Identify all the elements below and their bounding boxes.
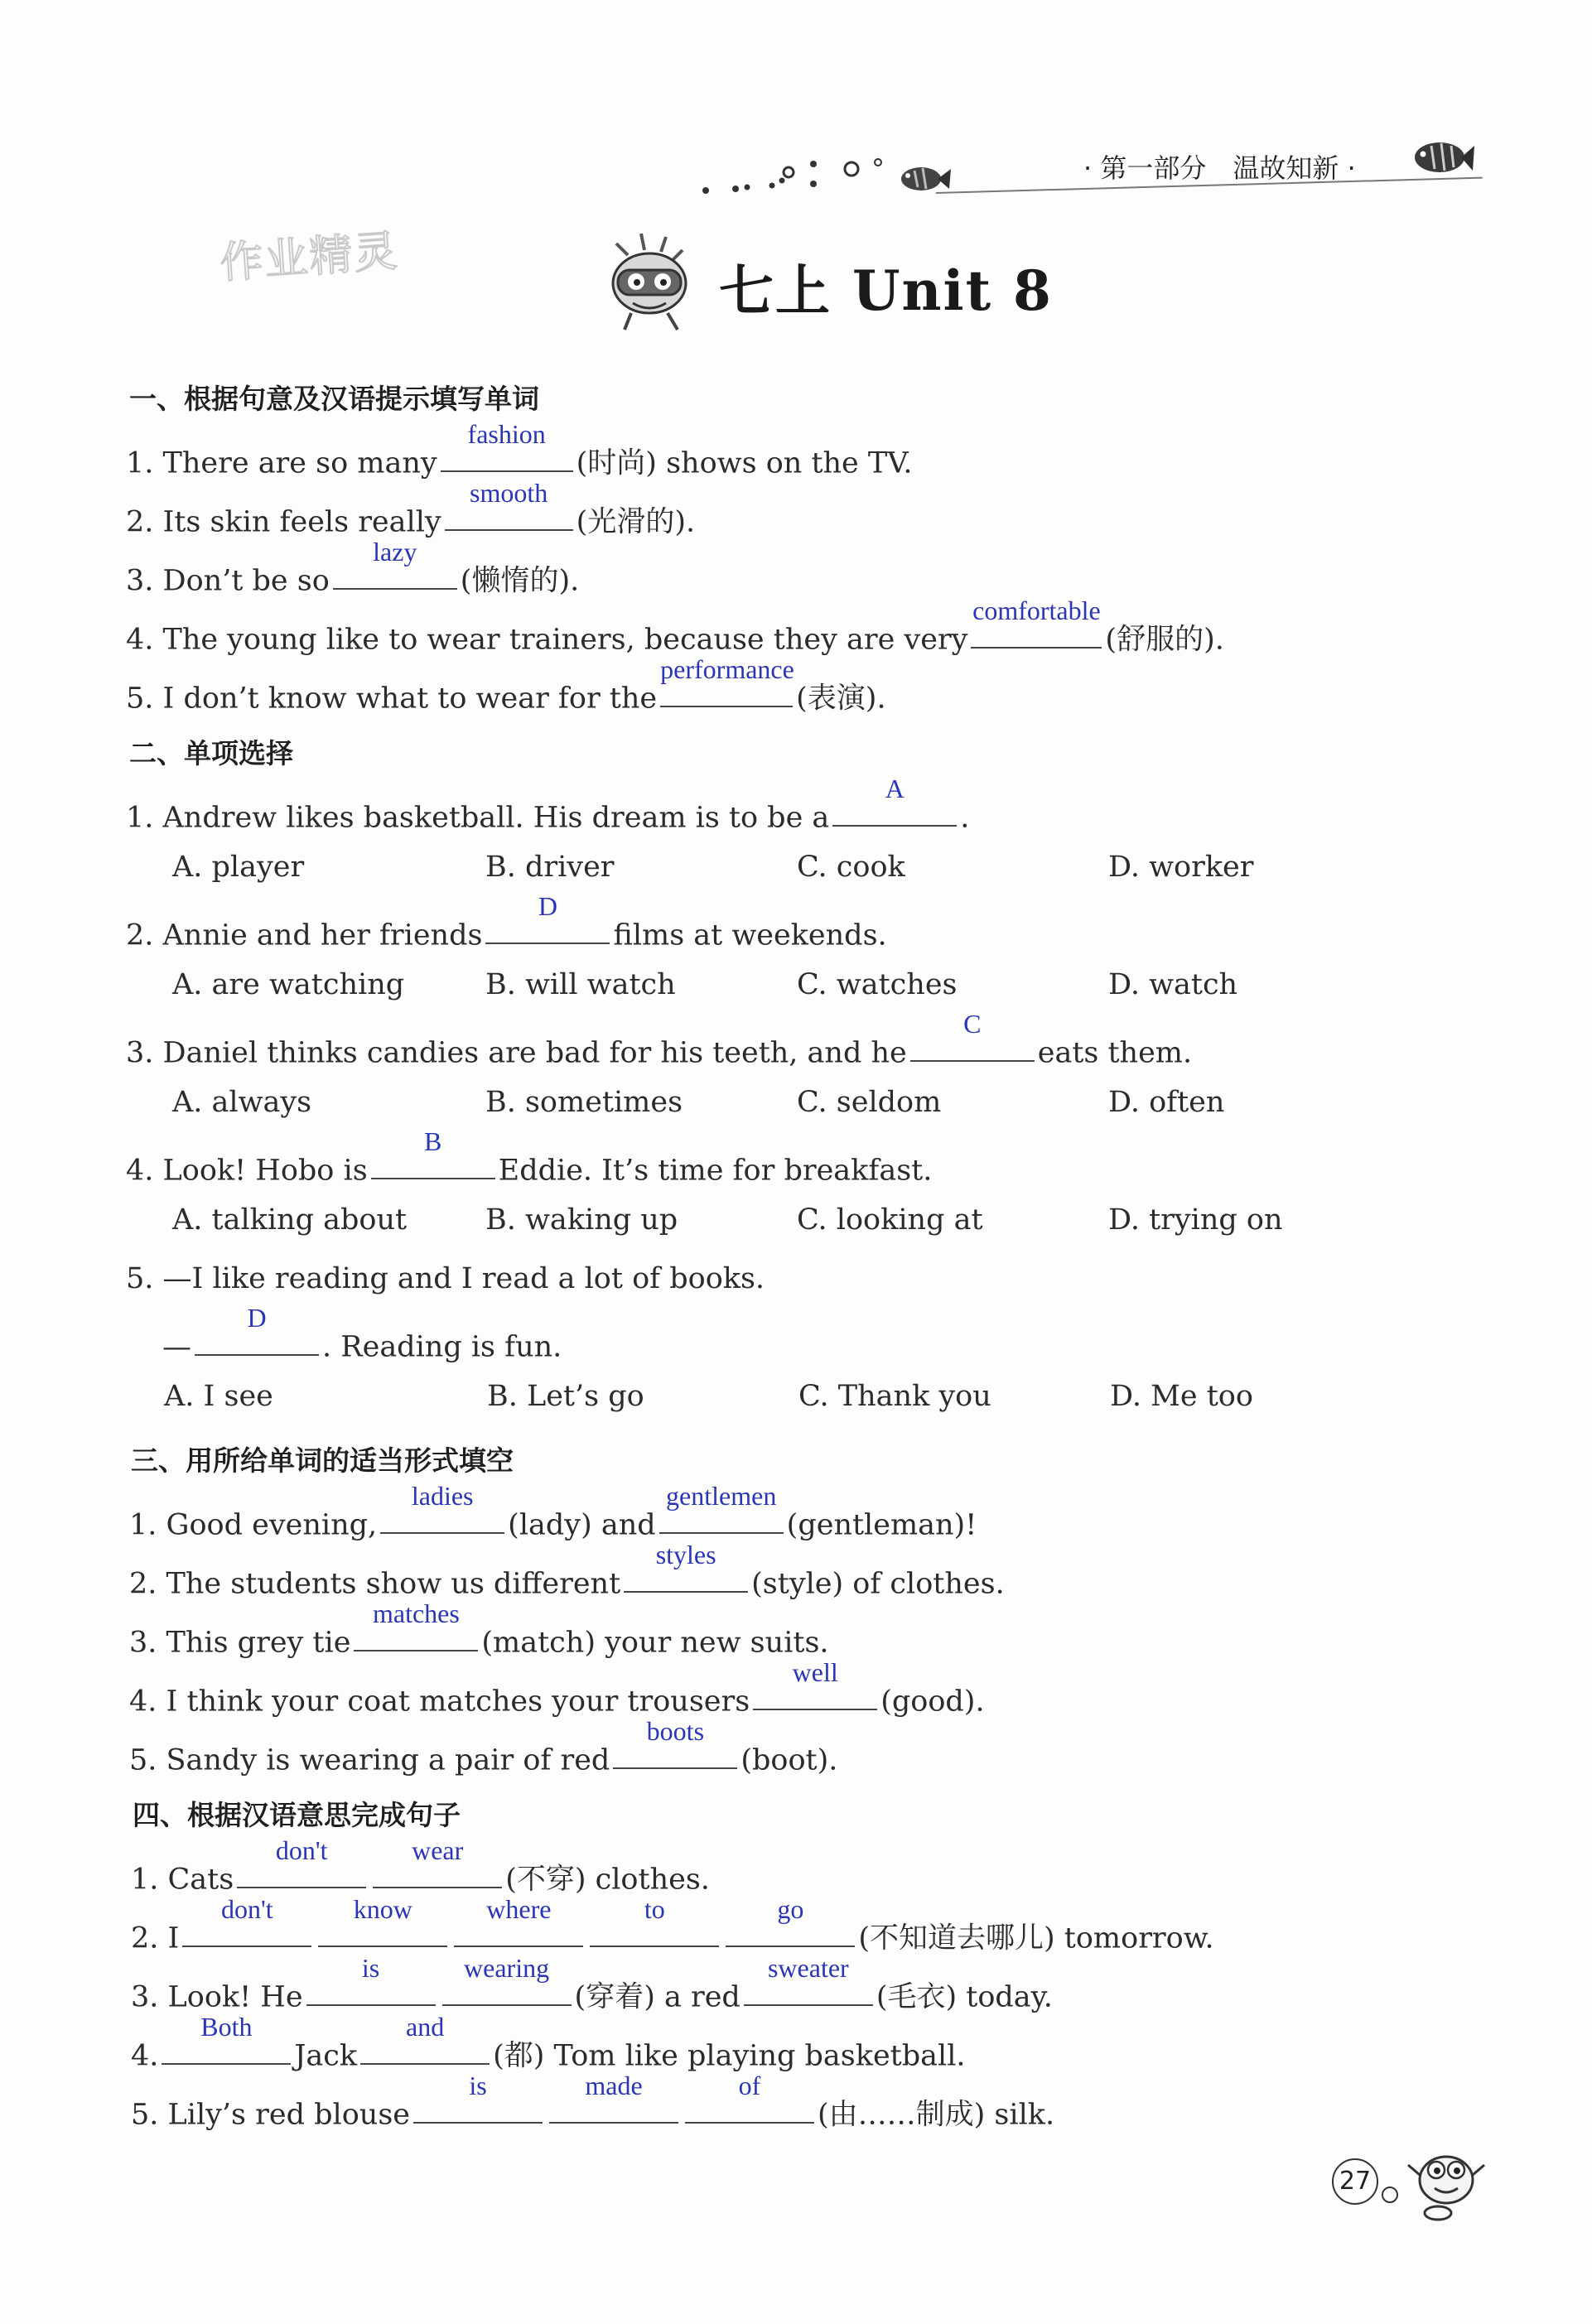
s3-q2-answer: styles <box>655 1540 716 1569</box>
s4-q2-blank-4[interactable] <box>590 1894 719 1947</box>
s3-q2-blank[interactable] <box>624 1540 748 1593</box>
s2-q4-text: 4. Look! Hobo is <box>126 1154 368 1188</box>
s2-q1-text: 1. Andrew likes basketball. His dream is to be a <box>126 801 830 835</box>
s3-q1-blank-1[interactable] <box>380 1481 504 1534</box>
s2-q5-option-a[interactable]: A. I see <box>164 1380 273 1413</box>
s1-q5-blank[interactable] <box>660 654 794 707</box>
s4-q4-text: 4. <box>131 2039 159 2073</box>
s2-q1-answer: A <box>885 774 905 803</box>
s1-q2-text: 2. Its skin feels really <box>126 505 441 539</box>
s2-q4-answer: B <box>423 1126 442 1156</box>
s2-q2-blank[interactable] <box>485 891 610 944</box>
s4-q2-blank-5[interactable] <box>726 1894 855 1947</box>
s2-q2-text: 2. Annie and her friends <box>126 919 483 952</box>
s4-q2-answer-5: go <box>777 1894 804 1924</box>
s4-q2-blank-3[interactable] <box>454 1894 583 1947</box>
s4-q3-answer-3: sweater <box>767 1953 849 1983</box>
s2-q3-text-after: eats them. <box>1037 1036 1193 1070</box>
s1-q4-blank[interactable] <box>971 595 1102 649</box>
s3-question-2 <box>129 1540 1005 1601</box>
s4-q1-text: 1. Cats <box>131 1863 234 1897</box>
s3-q1-answer-2: gentlemen <box>666 1481 777 1511</box>
s4-q3-answer-2: wearing <box>464 1953 550 1983</box>
s3-q4-text-after: (good). <box>880 1685 985 1719</box>
s1-q3-text: 3. Don’t be so <box>126 564 330 598</box>
s1-q5-answer: performance <box>660 654 794 684</box>
s1-q4-text: 4. The young like to wear trainers, because they are very <box>126 623 968 657</box>
s1-q5-text: 5. I don’t know what to wear for the <box>126 682 658 716</box>
s1-question-4 <box>126 595 1224 658</box>
s1-q1-blank[interactable] <box>441 419 573 472</box>
s3-question-1 <box>129 1481 977 1542</box>
s4-q2-text: 2. I <box>131 1921 180 1955</box>
s4-q4-blank-2[interactable] <box>360 2012 490 2065</box>
mascot-icon <box>1405 2137 1488 2228</box>
s4-q4-blank-1[interactable] <box>162 2012 291 2065</box>
s2-q5-option-c[interactable]: C. Thank you <box>798 1380 991 1413</box>
s3-q3-text-after: (match) your new suits. <box>481 1626 829 1660</box>
s2-q3-answer: C <box>963 1009 982 1039</box>
s4-q4-answer-2: and <box>406 2012 445 2042</box>
s4-q4-answer-1: Both <box>200 2012 253 2042</box>
s2-question-2 <box>126 891 887 952</box>
section-3-heading: 三、用所给单词的适当形式填空 <box>131 1444 514 1477</box>
s2-q1-text-after: . <box>960 801 970 835</box>
s2-q2-option-d[interactable]: D. watch <box>1108 968 1238 1001</box>
s4-q2-answer-3: where <box>486 1894 552 1924</box>
s3-q3-blank[interactable] <box>354 1598 478 1651</box>
s3-q1-text-after: (gentleman)! <box>786 1508 977 1542</box>
s4-q5-blank-1[interactable] <box>413 2071 543 2124</box>
s4-question-5 <box>131 2071 1055 2133</box>
s1-q4-answer: comfortable <box>972 595 1101 625</box>
s4-q1-text-after: (不穿) clothes. <box>505 1863 710 1897</box>
s2-q3-option-a[interactable]: A. always <box>172 1086 312 1119</box>
s1-q1-text: 1. There are so many <box>126 446 437 480</box>
s4-q3-text-after: (毛衣) today. <box>876 1980 1053 2014</box>
s2-q4-text-after: Eddie. It’s time for breakfast. <box>498 1154 933 1188</box>
s2-q5-answer: D <box>247 1303 267 1333</box>
s3-q4-text: 4. I think your coat matches your trousers <box>129 1685 750 1719</box>
s4-q3-answer-1: is <box>361 1953 380 1983</box>
s2-q1-option-d[interactable]: D. worker <box>1108 851 1254 884</box>
s4-q4-text-after: (都) Tom like playing basketball. <box>493 2039 966 2073</box>
s1-q3-blank[interactable] <box>333 537 457 590</box>
s4-q3-text: 3. Look! He <box>131 1980 303 2014</box>
watermark: 作业精灵 <box>218 226 401 289</box>
s3-q5-blank[interactable] <box>613 1716 737 1769</box>
header-decoration-dots <box>696 147 911 205</box>
s4-q3-text-mid: (穿着) a red <box>574 1980 741 2014</box>
s1-question-5 <box>126 654 886 716</box>
s4-q5-answer-1: is <box>469 2071 487 2100</box>
s1-q2-text-after: (光滑的). <box>576 505 696 539</box>
s3-q1-text-mid: (lady) and <box>508 1508 656 1542</box>
s2-q3-option-c[interactable]: C. seldom <box>797 1086 942 1119</box>
s4-question-2 <box>131 1894 1214 1956</box>
s3-q5-text-after: (boot). <box>741 1743 838 1777</box>
s1-q2-blank[interactable] <box>445 478 573 531</box>
s4-q3-blank-1[interactable] <box>306 1953 436 2006</box>
s2-q5-text-after: . Reading is fun. <box>322 1330 562 1364</box>
s1-q3-text-after: (懒惰的). <box>460 564 580 598</box>
s2-q2-answer: D <box>538 891 558 921</box>
s2-q5-option-d[interactable]: D. Me too <box>1110 1380 1253 1413</box>
s3-q2-text: 2. The students show us different <box>129 1567 621 1601</box>
s4-q1-blank-1[interactable] <box>237 1835 366 1888</box>
s4-q3-blank-3[interactable] <box>744 1953 873 2006</box>
s2-q1-blank[interactable] <box>832 774 957 827</box>
s3-q4-blank[interactable] <box>753 1657 877 1710</box>
fish-icon <box>1408 134 1474 181</box>
s3-q4-answer: well <box>792 1657 838 1687</box>
s3-q2-text-after: (style) of clothes. <box>751 1567 1005 1601</box>
s4-q2-text-after: (不知道去哪儿) tomorrow. <box>858 1921 1214 1955</box>
s3-question-4 <box>129 1657 985 1719</box>
s3-question-5 <box>129 1716 838 1777</box>
s4-q5-answer-3: of <box>738 2071 761 2100</box>
small-circle-decoration <box>1382 2187 1398 2203</box>
s2-question-4 <box>126 1126 933 1188</box>
s4-q5-blank-2[interactable] <box>549 2071 678 2124</box>
s2-q3-blank[interactable] <box>910 1009 1035 1062</box>
s3-q3-answer: matches <box>372 1598 460 1628</box>
s2-q4-option-a[interactable]: A. talking about <box>172 1203 408 1237</box>
page-title: 七上 Unit 8 <box>719 258 1053 323</box>
s4-q3-blank-2[interactable] <box>442 1953 572 2006</box>
s3-q1-answer-1: ladies <box>411 1481 474 1511</box>
s4-q2-answer-4: to <box>644 1894 665 1924</box>
s4-question-1 <box>131 1835 710 1897</box>
s2-q2-option-b[interactable]: B. will watch <box>485 968 676 1001</box>
section-2-heading: 二、单项选择 <box>129 737 293 769</box>
s2-q5-option-b[interactable]: B. Let’s go <box>487 1380 644 1413</box>
s2-question-5-reply <box>162 1303 562 1364</box>
s1-question-1 <box>126 419 913 481</box>
s3-q1-text: 1. Good evening, <box>129 1508 378 1542</box>
s4-q5-text-after: (由……制成) silk. <box>818 2098 1055 2132</box>
s4-q5-answer-2: made <box>585 2071 643 2100</box>
s1-question-3 <box>126 537 580 599</box>
section-1-heading: 一、根据句意及汉语提示填写单词 <box>129 383 539 415</box>
s4-q1-answer-1: don't <box>275 1835 328 1865</box>
s1-question-2 <box>126 478 696 540</box>
section-label: · 第一部分 温故知新 · <box>1083 152 1356 184</box>
s2-q5-text: 5. —I like reading and I read a lot of books. <box>126 1262 765 1295</box>
s2-q3-option-b[interactable]: B. sometimes <box>485 1086 683 1119</box>
s2-q1-option-b[interactable]: B. driver <box>485 851 615 884</box>
s3-q3-text: 3. This grey tie <box>129 1626 351 1660</box>
s4-q2-blank-1[interactable] <box>182 1894 311 1947</box>
mascot-icon <box>600 227 699 335</box>
s3-q5-text: 5. Sandy is wearing a pair of red <box>129 1743 610 1777</box>
s2-q1-option-a[interactable]: A. player <box>172 851 305 884</box>
s4-q2-blank-2[interactable] <box>318 1894 447 1947</box>
s2-q4-option-d[interactable]: D. trying on <box>1108 1203 1283 1237</box>
s2-q3-option-d[interactable]: D. often <box>1108 1086 1225 1119</box>
section-4-heading: 四、根据汉语意思完成句子 <box>133 1799 461 1831</box>
s2-q4-option-c[interactable]: C. looking at <box>797 1203 983 1237</box>
s2-q4-option-b[interactable]: B. waking up <box>485 1203 678 1237</box>
s2-question-3 <box>126 1009 1193 1070</box>
s4-question-3 <box>131 1953 1053 2015</box>
s4-q2-answer-1: don't <box>221 1894 273 1924</box>
s4-question-4 <box>131 2012 966 2074</box>
s2-question-1 <box>126 774 970 835</box>
s3-question-3 <box>129 1598 829 1660</box>
s1-q4-text-after: (舒服的). <box>1105 623 1224 657</box>
s4-q5-blank-3[interactable] <box>685 2071 814 2124</box>
s1-q1-text-after: (时尚) shows on the TV. <box>576 446 913 480</box>
s4-q4-text-mid: Jack <box>294 2039 358 2073</box>
s2-q4-blank[interactable] <box>371 1126 495 1179</box>
s3-q1-blank-2[interactable] <box>659 1481 784 1534</box>
s1-q3-answer: lazy <box>373 537 417 567</box>
s4-q1-answer-2: wear <box>412 1835 464 1865</box>
s4-q1-blank-2[interactable] <box>373 1835 502 1888</box>
s2-q2-text-after: films at weekends. <box>613 919 887 952</box>
s2-q2-option-a[interactable]: A. are watching <box>172 968 405 1001</box>
s3-q5-answer: boots <box>646 1716 705 1746</box>
s1-q2-answer: smooth <box>470 478 548 508</box>
s4-q2-answer-2: know <box>353 1894 412 1924</box>
s4-q5-text: 5. Lily’s red blouse <box>131 2098 410 2132</box>
s2-q5-dash: — <box>162 1330 191 1364</box>
s1-q5-text-after: (表演). <box>796 682 886 716</box>
s2-q1-option-c[interactable]: C. cook <box>797 851 905 884</box>
s2-q2-option-c[interactable]: C. watches <box>797 968 958 1001</box>
s1-q1-answer: fashion <box>467 419 546 449</box>
s2-q3-text: 3. Daniel thinks candies are bad for his teeth, and he <box>126 1036 907 1070</box>
s2-q5-blank[interactable] <box>195 1303 319 1356</box>
page-number: 27 <box>1332 2158 1378 2205</box>
s2-question-5 <box>126 1262 765 1295</box>
